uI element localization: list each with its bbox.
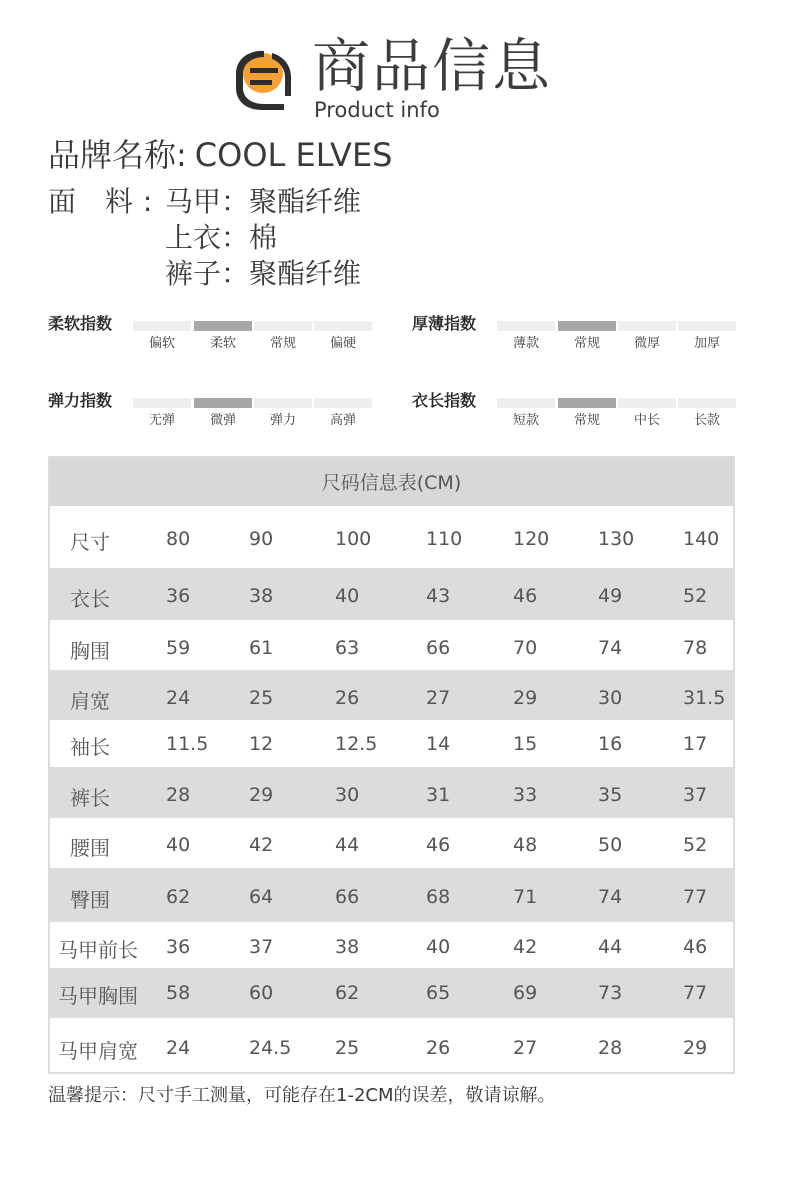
table-cell: 50 — [598, 834, 623, 856]
table-cell: 69 — [513, 982, 538, 1004]
row-label: 腰围 — [70, 836, 110, 860]
elasticity-index — [48, 390, 378, 430]
table-cell: 46 — [513, 585, 538, 607]
table-cell: 37 — [683, 784, 708, 806]
length-index-title: 衣长指数 — [412, 391, 477, 410]
table-cell: 52 — [683, 834, 708, 856]
table-cell: 90 — [249, 528, 274, 550]
elasticity-option-label: 无弹 — [148, 413, 175, 428]
table-cell: 24 — [166, 1037, 191, 1059]
table-cell: 58 — [166, 982, 191, 1004]
fabric-label: 面 料: — [48, 185, 163, 218]
table-cell: 30 — [335, 784, 360, 806]
table-cell: 42 — [249, 834, 274, 856]
thickness-index — [412, 313, 742, 353]
table-cell: 28 — [598, 1037, 623, 1059]
table-cell: 29 — [249, 784, 274, 806]
table-cell: 44 — [598, 936, 623, 958]
length-option-label: 中长 — [633, 413, 660, 428]
table-cell: 15 — [513, 733, 538, 755]
fabric-list — [165, 184, 361, 292]
length-option-label: 常规 — [573, 413, 600, 428]
table-cell: 38 — [249, 585, 274, 607]
elasticity-option-label: 弹力 — [269, 413, 296, 428]
table-cell: 27 — [513, 1037, 538, 1059]
product-info-header — [0, 0, 790, 130]
table-cell: 64 — [249, 886, 274, 908]
table-cell: 52 — [683, 585, 708, 607]
table-row — [50, 818, 733, 868]
table-cell: 110 — [426, 528, 463, 550]
table-cell: 48 — [513, 834, 538, 856]
fabric-row-pants: 裤子：聚酯纤维 — [165, 257, 362, 290]
table-cell: 40 — [426, 936, 451, 958]
row-label: 马甲肩宽 — [58, 1039, 138, 1063]
table-cell: 60 — [249, 982, 274, 1004]
table-cell: 63 — [335, 637, 360, 659]
thickness-option-label: 常规 — [573, 336, 600, 351]
table-cell: 74 — [598, 637, 623, 659]
brand-line — [48, 134, 392, 176]
table-cell: 25 — [335, 1037, 360, 1059]
table-row — [50, 922, 733, 968]
thickness-scale-segment — [678, 321, 736, 331]
list-document-icon — [228, 44, 298, 114]
brand-label: 品牌名称: — [48, 136, 187, 174]
softness-option-label: 偏硬 — [329, 336, 356, 351]
table-cell: 66 — [426, 637, 451, 659]
table-cell: 37 — [249, 936, 274, 958]
fabric-row-top: 上衣：棉 — [165, 221, 278, 254]
table-cell: 30 — [598, 687, 623, 709]
length-index — [412, 390, 742, 430]
table-row — [50, 968, 733, 1018]
length-scale-segment — [497, 398, 555, 408]
thickness-scale-segment — [558, 321, 616, 331]
page-title: 商品信息 — [312, 32, 553, 100]
table-cell: 33 — [513, 784, 538, 806]
table-cell: 17 — [683, 733, 708, 755]
brand-value: COOL ELVES — [194, 136, 393, 174]
table-cell: 24.5 — [249, 1037, 292, 1059]
table-cell: 40 — [166, 834, 191, 856]
table-cell: 61 — [249, 637, 274, 659]
table-row — [50, 506, 733, 568]
table-cell: 130 — [598, 528, 635, 550]
table-cell: 65 — [426, 982, 451, 1004]
table-row — [50, 620, 733, 670]
table-cell: 77 — [683, 886, 708, 908]
row-label: 衣长 — [70, 587, 110, 611]
table-cell: 31 — [426, 784, 451, 806]
thickness-scale-segment — [618, 321, 676, 331]
table-cell: 78 — [683, 637, 708, 659]
table-cell: 43 — [426, 585, 451, 607]
table-cell: 38 — [335, 936, 360, 958]
softness-option-label: 柔软 — [209, 336, 236, 351]
elasticity-option-label: 微弹 — [209, 413, 236, 428]
measurement-note: 温馨提示：尺寸手工测量，可能存在1-2CM的误差，敬请谅解。 — [48, 1085, 556, 1106]
elasticity-scale-segment — [314, 398, 372, 408]
table-row — [50, 670, 733, 720]
table-cell: 12 — [249, 733, 274, 755]
table-cell: 100 — [335, 528, 372, 550]
table-cell: 40 — [335, 585, 360, 607]
thickness-option-label: 加厚 — [693, 336, 720, 351]
table-cell: 68 — [426, 886, 451, 908]
table-cell: 35 — [598, 784, 623, 806]
softness-index-title: 柔软指数 — [48, 314, 113, 333]
elasticity-option-label: 高弹 — [329, 413, 356, 428]
table-cell: 80 — [166, 528, 191, 550]
table-cell: 71 — [513, 886, 538, 908]
table-row — [50, 1018, 733, 1072]
row-label: 马甲胸围 — [58, 984, 138, 1008]
table-cell: 73 — [598, 982, 623, 1004]
length-option-label: 短款 — [512, 413, 539, 428]
table-cell: 27 — [426, 687, 451, 709]
table-cell: 49 — [598, 585, 623, 607]
softness-option-label: 偏软 — [148, 336, 175, 351]
row-label: 臀围 — [70, 888, 110, 912]
table-cell: 36 — [166, 585, 191, 607]
row-label: 马甲前长 — [58, 938, 138, 962]
table-cell: 24 — [166, 687, 191, 709]
fabric-row-vest: 马甲：聚酯纤维 — [165, 185, 362, 218]
thickness-option-label: 微厚 — [633, 336, 660, 351]
table-cell: 36 — [166, 936, 191, 958]
table-cell: 25 — [249, 687, 274, 709]
elasticity-scale-segment — [133, 398, 191, 408]
row-label: 袖长 — [70, 735, 110, 759]
softness-scale-segment — [133, 321, 191, 331]
table-cell: 12.5 — [335, 733, 378, 755]
table-cell: 120 — [513, 528, 550, 550]
thickness-option-label: 薄款 — [512, 336, 539, 351]
table-cell: 11.5 — [166, 733, 209, 755]
softness-option-label: 常规 — [269, 336, 296, 351]
table-cell: 29 — [513, 687, 538, 709]
table-cell: 14 — [426, 733, 451, 755]
table-row — [50, 767, 733, 818]
table-cell: 59 — [166, 637, 191, 659]
table-cell: 26 — [335, 687, 360, 709]
softness-scale-segment — [254, 321, 312, 331]
size-table-body — [50, 506, 733, 1072]
table-cell: 31.5 — [683, 687, 726, 709]
row-label: 肩宽 — [70, 689, 110, 713]
table-row — [50, 868, 733, 922]
table-cell: 46 — [426, 834, 451, 856]
thickness-index-title: 厚薄指数 — [412, 314, 477, 333]
table-cell: 62 — [335, 982, 360, 1004]
table-cell: 26 — [426, 1037, 451, 1059]
table-cell: 42 — [513, 936, 538, 958]
softness-scale-segment — [314, 321, 372, 331]
row-label: 裤长 — [70, 786, 110, 810]
table-cell: 62 — [166, 886, 191, 908]
size-table — [48, 456, 735, 1074]
length-scale-segment — [558, 398, 616, 408]
table-cell: 70 — [513, 637, 538, 659]
length-option-label: 长款 — [693, 413, 720, 428]
table-cell: 77 — [683, 982, 708, 1004]
thickness-scale-segment — [497, 321, 555, 331]
table-cell: 44 — [335, 834, 360, 856]
table-cell: 28 — [166, 784, 191, 806]
table-cell: 140 — [683, 528, 720, 550]
size-table-title: 尺码信息表(CM) — [50, 458, 733, 506]
table-cell: 16 — [598, 733, 623, 755]
table-cell: 29 — [683, 1037, 708, 1059]
table-row — [50, 720, 733, 767]
row-label: 胸围 — [70, 639, 110, 663]
elasticity-scale-segment — [194, 398, 252, 408]
row-label: 尺寸 — [70, 530, 110, 554]
table-cell: 46 — [683, 936, 708, 958]
elasticity-index-title: 弹力指数 — [48, 391, 113, 410]
elasticity-scale-segment — [254, 398, 312, 408]
softness-index — [48, 313, 378, 353]
length-scale-segment — [678, 398, 736, 408]
table-cell: 74 — [598, 886, 623, 908]
softness-scale-segment — [194, 321, 252, 331]
table-row — [50, 568, 733, 620]
page-subtitle: Product info — [314, 98, 440, 122]
table-cell: 66 — [335, 886, 360, 908]
length-scale-segment — [618, 398, 676, 408]
